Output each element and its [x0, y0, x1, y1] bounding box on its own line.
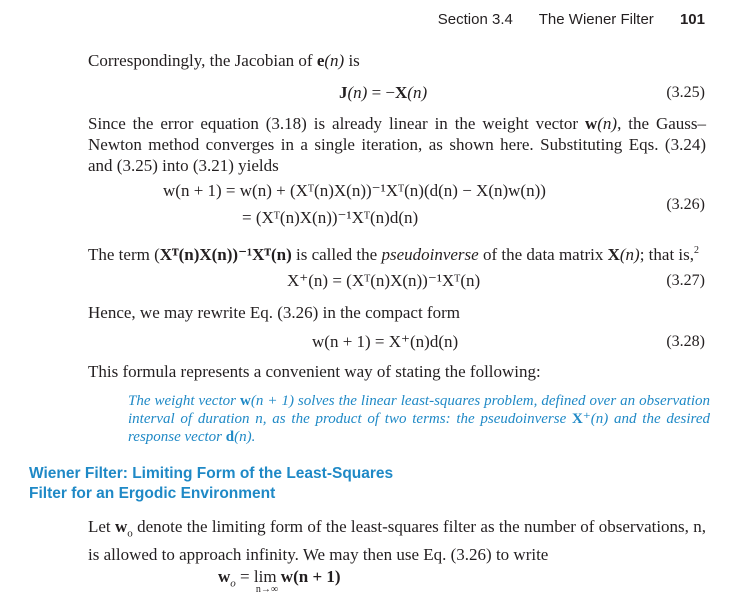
paragraph-jacobian-intro: Correspondingly, the Jacobian of e(n) is [88, 51, 360, 70]
equation-number-3-25: (3.25) [666, 84, 705, 101]
limit-operator: lim n→∞ [253, 567, 279, 595]
section-label: Section 3.4 [437, 11, 513, 28]
subsection-heading-line-2: Filter for an Ergodic Environment [29, 485, 276, 502]
equation-3-26-line-1: w(n + 1) = w(n) + (Xᵀ(n)X(n))⁻¹Xᵀ(n)(d(n) − X(n)w(n)) [163, 181, 546, 200]
equation-number-3-28: (3.28) [666, 333, 705, 350]
page-number: 101 [679, 11, 705, 28]
paragraph-pseudoinverse: The term (Xᵀ(n)X(n))⁻¹Xᵀ(n) is called the pseudoinverse of the data matrix X(n); that is,$^2$ [88, 245, 700, 264]
equation-number-3-26: (3.26) [666, 196, 705, 213]
equation-3-28: w(n + 1) = X⁺(n)d(n) [312, 332, 459, 351]
equation-3-25: J(n) = −X(n) [339, 83, 428, 102]
paragraph-formula-statement: This formula represents a convenient way of stating the following: [88, 362, 541, 381]
highlighted-statement: The weight vector w(n + 1) solves the linear least-squares problem, defined over an observation interval of duration n, as the product of two terms: the pseudoinverse X⁺(n) and the desired response vector d(n). [128, 393, 710, 445]
paragraph-limiting-form: Let $w_o$ denote the limiting form of the least-squares filter as the number of observations, n, is allowed to approach infinity. We may then use Eq. (3.26) to write [88, 517, 706, 565]
paragraph-compact-form: Hence, we may rewrite Eq. (3.26) in the compact form [88, 303, 460, 322]
section-title: The Wiener Filter [538, 11, 654, 28]
subsection-heading-line-1: Wiener Filter: Limiting Form of the Least-Squares [29, 465, 394, 482]
paragraph-gauss-newton: Since the error equation (3.18) is already linear in the weight vector w(n), the Gauss–Newton method converges in a single iteration, as shown here. Substituting Eqs. (3.24) and (3.25) into (3.21) yields [88, 114, 707, 175]
equation-3-27: X⁺(n) = (Xᵀ(n)X(n))⁻¹Xᵀ(n) [287, 271, 481, 290]
equation-limit: $w_o = \lim$ n→∞ w(n + 1) [218, 567, 341, 595]
equation-number-3-27: (3.27) [666, 272, 705, 289]
footnote-marker: 2 [694, 245, 700, 256]
equation-3-26-line-2: = (Xᵀ(n)X(n))⁻¹Xᵀ(n)d(n) [242, 208, 419, 227]
running-header [438, 11, 705, 28]
